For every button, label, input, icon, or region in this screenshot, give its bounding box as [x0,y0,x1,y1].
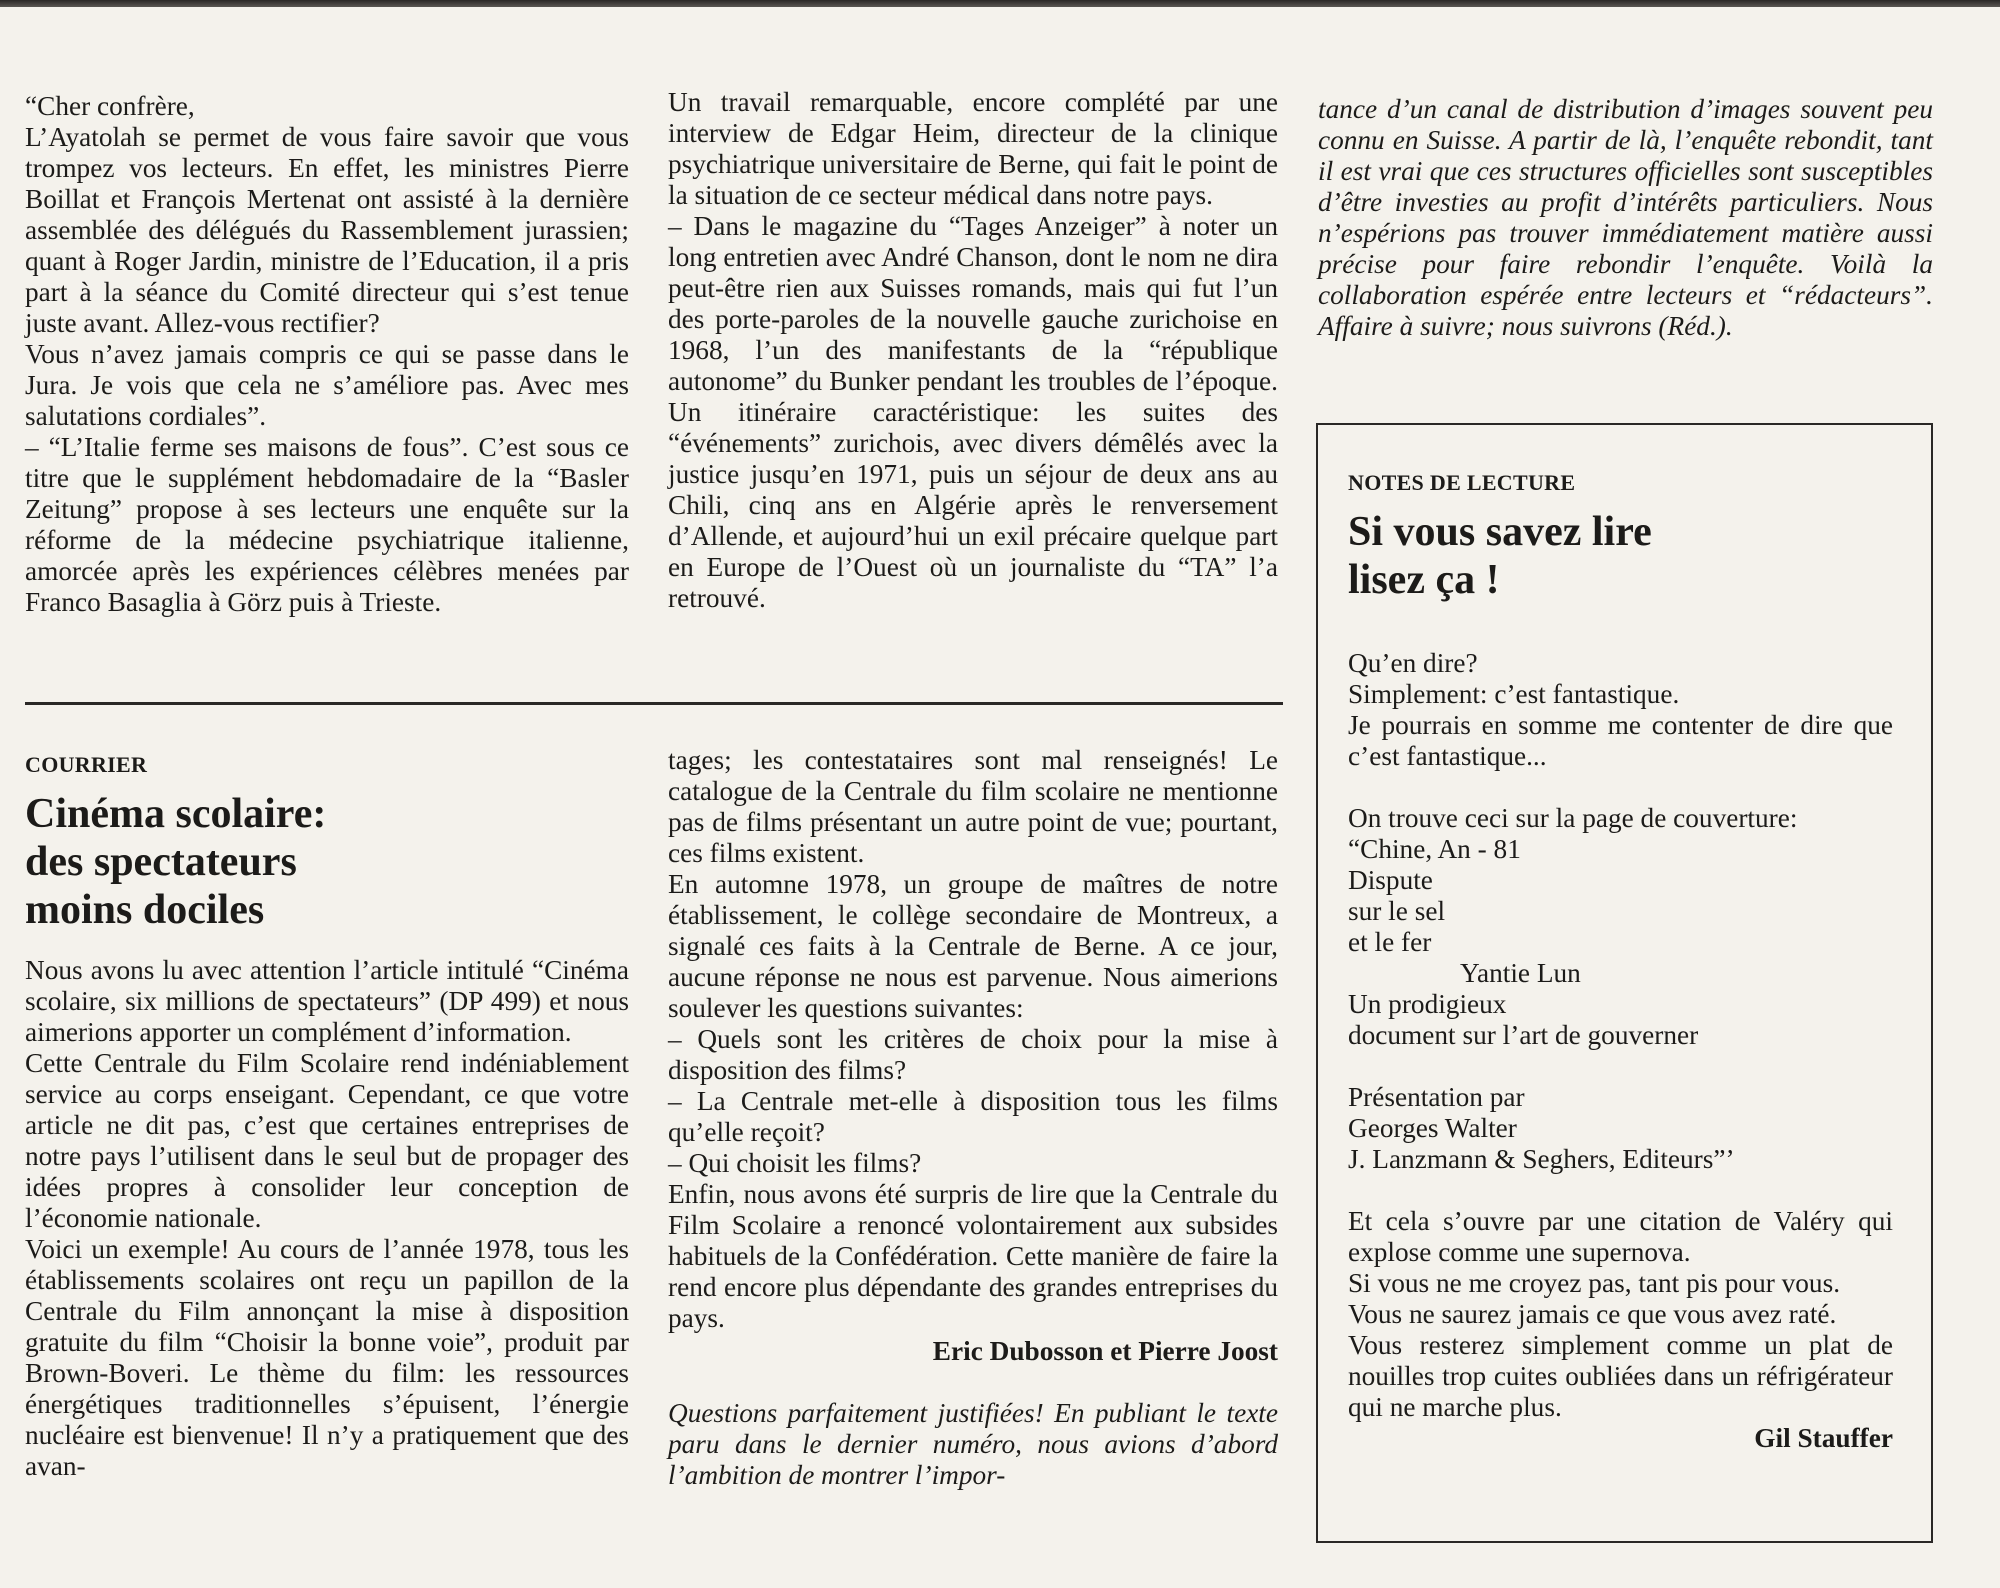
paragraph: – Qui choisit les films? [668,1148,922,1178]
text-line: Qu’en dire? [1348,648,1478,678]
spacer [1348,1051,1893,1082]
text-line: Un prodigieux [1348,989,1507,1019]
paragraph: – La Centrale met-elle à disposition tous les films qu’elle reçoit? [668,1086,1278,1147]
headline-line: Si vous savez lire [1348,509,1652,555]
top-border-rule [0,0,2000,7]
paragraph: Cette Centrale du Film Scolaire rend indéniablement service au corps enseigant. Cependant, ce que votre article ne dit pas, c’est que certaines entreprises de notre pays l’utilisent dans le seul but de propager des idées propres à consolider leur conception de l’économie nationale. [25,1048,629,1233]
notes-signature: Gil Stauffer [1754,1423,1893,1453]
paragraph: tages; les contestataires sont mal renseignés! Le catalogue de la Centrale du film scolaire ne mentionne pas de films présentant un autre point de vue; pourtant, ces films existent. [668,745,1278,868]
text-line: Et cela s’ouvre par une citation de Valéry qui explose comme une supernova. [1348,1206,1893,1267]
paragraph: Nous avons lu avec attention l’article intitulé “Cinéma scolaire, six millions de spectateurs” (DP 499) et nous aimerions apporter un complément d’information. [25,955,629,1047]
paragraph: “Cher confrère, [25,91,195,121]
paragraph: Voici un exemple! Au cours de l’année 1978, tous les établissements scolaires ont reçu un papillon de la Centrale du Film annonçant la mise à disposition gratuite du film “Choisir la bonne voie”, produit par Brown-Boveri. Le thème du film: les ressources énergétiques traditionnelles s’épuisent, l’énergie nucléaire est bienvenue! Il n’y a pratiquement que des avan- [25,1234,629,1481]
paragraph: – Quels sont les critères de choix pour la mise à disposition des films? [668,1024,1278,1085]
text-line: J. Lanzmann & Seghers, Editeurs”’ [1348,1144,1735,1174]
text-line: Je pourrais en somme me contenter de dire que c’est fantastique... [1348,710,1893,771]
headline-line: des spectateurs [25,839,297,885]
headline-line: lisez ça ! [1348,557,1500,603]
press-review-column-1 [25,91,629,618]
text-line: “Chine, An - 81 [1348,834,1521,864]
headline-line: Cinéma scolaire: [25,791,327,837]
courrier-headline [25,790,625,934]
courrier-kicker: COURRIER [25,752,148,777]
paragraph: – Dans le magazine du “Tages Anzeiger” à noter un long entretien avec André Chanson, dont le nom ne dira peut-être rien aux Suisses romands, mais qui fut l’un des porte-paroles de la nouvelle gauche zurichoise en 1968, l’un des manifestants de la “république autonome” du Bunker pendant les troubles de l’époque. Un itinéraire caractéristique: les suites des “événements” zurichois, avec divers démêlés avec la justice jusqu’en 1971, puis un séjour de deux ans au Chili, cinq ans en Algérie après le renversement d’Allende, et aujourd’hui un exil précaire quelque part en Europe de l’Ouest où un journaliste du “TA” l’a retrouvé. [668,211,1278,613]
text-line: Vous resterez simplement comme un plat de nouilles trop cuites oubliées dans un réfrigérateur qui ne marche plus. [1348,1330,1893,1422]
text-line: Georges Walter [1348,1113,1517,1143]
spacer [668,1367,1278,1398]
text-line: Si vous ne me croyez pas, tant pis pour vous. [1348,1268,1841,1298]
editor-reply: Questions parfaitement justifiées! En publiant le texte paru dans le dernier numéro, nous avions d’abord l’ambition de montrer l’impor- [668,1398,1278,1490]
paragraph: – “L’Italie ferme ses maisons de fous”. C’est sous ce titre que le supplément hebdomadaire de la “Basler Zeitung” propose à ses lecteurs une enquête sur la réforme de la médecine psychiatrique italienne, amorcée après les expériences célèbres menées par Franco Basaglia à Görz puis à Trieste. [25,432,629,617]
notes-kicker: NOTES DE LECTURE [1348,470,1576,495]
spacer [1348,1175,1893,1206]
text-line: Simplement: c’est fantastique. [1348,679,1680,709]
text-line: Présentation par [1348,1082,1525,1112]
editor-reply-continuation [1318,94,1933,342]
text-line: document sur l’art de gouverner [1348,1020,1699,1050]
headline-line: moins dociles [25,887,265,933]
courrier-signature: Eric Dubosson et Pierre Joost [932,1336,1278,1366]
courrier-column-1 [25,955,629,1482]
paragraph: L’Ayatolah se permet de vous faire savoir que vous trompez vos lecteurs. En effet, les ministres Pierre Boillat et François Mertenat ont assisté à la dernière assemblée des délégués du Rassemblement jurassien; quant à Roger Jardin, ministre de l’Education, il a pris part à la séance du Comité directeur qui s’est tenue juste avant. Allez-vous rectifier? [25,122,629,338]
paragraph: En automne 1978, un groupe de maîtres de notre établissement, le collège secondaire de Montreux, a signalé ces faits à la Centrale de Berne. A ce jour, aucune réponse ne nous est parvenue. Nous aimerions soulever les questions suivantes: [668,869,1278,1023]
press-review-column-2 [668,87,1278,614]
paragraph: Enfin, nous avons été surpris de lire que la Centrale du Film Scolaire a renoncé volontairement aux subsides habituels de la Confédération. Cette manière de faire la rend encore plus dépendante des grandes entreprises du pays. [668,1179,1278,1333]
spacer [1348,772,1893,803]
text-line: Dispute [1348,865,1433,895]
text-line: et le fer [1348,927,1432,957]
text-line: On trouve ceci sur la page de couverture: [1348,803,1798,833]
paragraph: Vous n’avez jamais compris ce qui se passe dans le Jura. Je vois que cela ne s’améliore pas. Avec mes salutations cordiales”. [25,339,629,431]
section-divider [25,702,1283,705]
text-line: Yantie Lun [1460,958,1581,988]
notes-headline [1348,508,1908,604]
text-line: sur le sel [1348,896,1446,926]
paragraph: Un travail remarquable, encore complété par une interview de Edgar Heim, directeur de la clinique psychiatrique universitaire de Berne, qui fait le point de la situation de ce secteur médical dans notre pays. [668,87,1278,210]
notes-body [1348,648,1893,1454]
paragraph: tance d’un canal de distribution d’images souvent peu connu en Suisse. A partir de là, l’enquête rebondit, tant il est vrai que ces structures officielles sont susceptibles d’être investies au profit d’intérêts particuliers. Nous n’espérions pas trouver immédiatement matière aussi précise pour faire rebondir l’enquête. Voilà la collaboration espérée entre lecteurs et “rédacteurs”. Affaire à suivre; nous suivrons (Réd.). [1318,94,1933,341]
text-line: Vous ne saurez jamais ce que vous avez raté. [1348,1299,1837,1329]
courrier-column-2 [668,745,1278,1491]
